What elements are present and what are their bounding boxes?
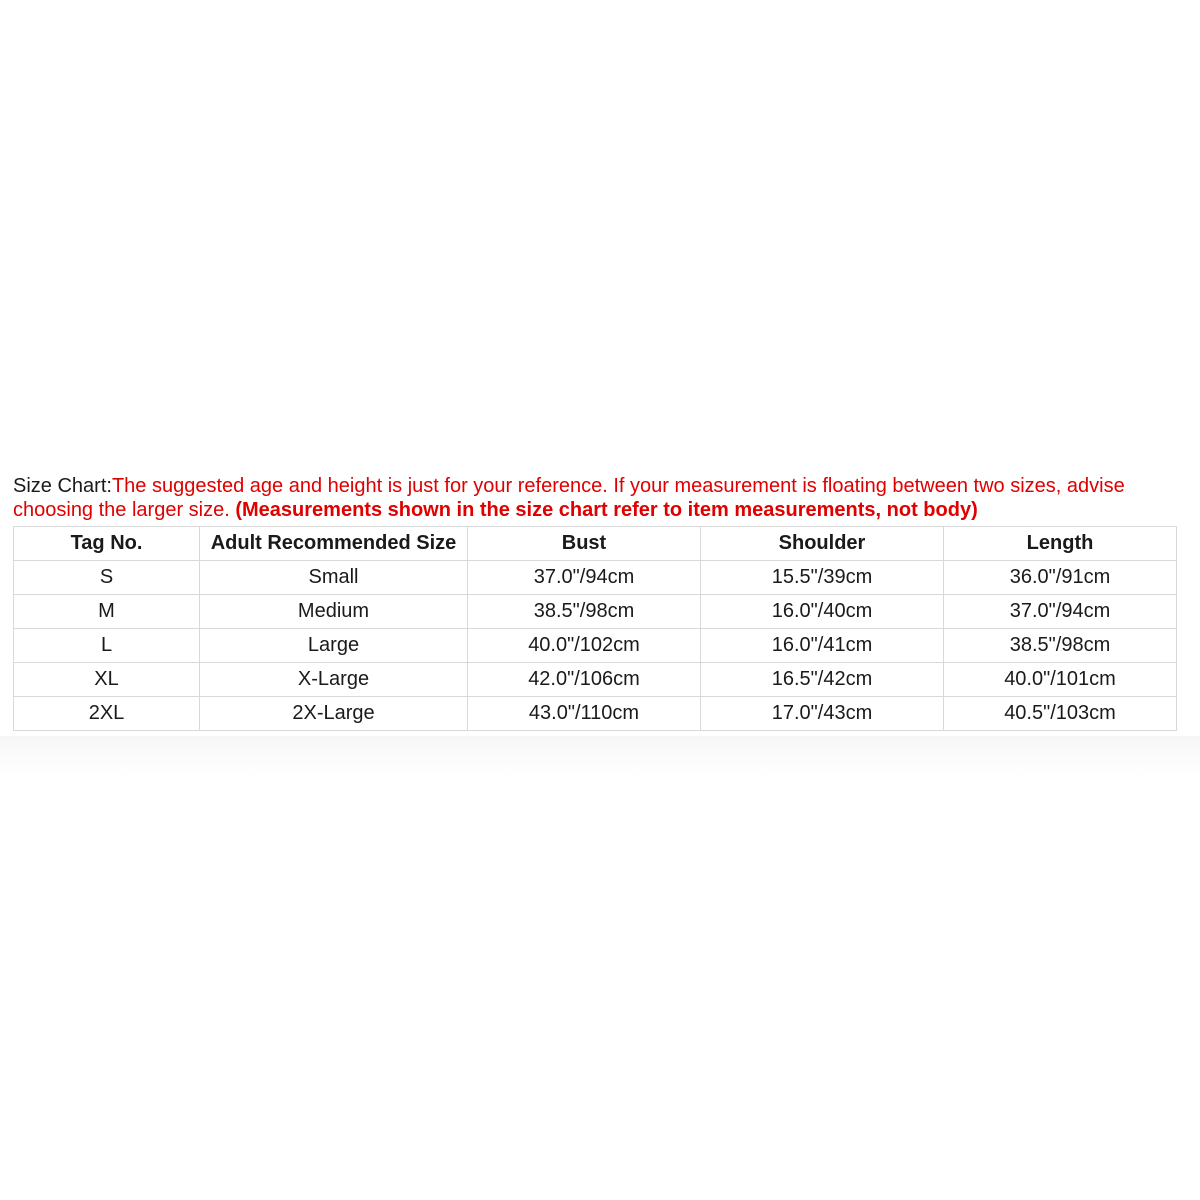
length-cell: 37.0"/94cm — [944, 595, 1177, 629]
table-row — [14, 697, 1177, 731]
table-row — [14, 629, 1177, 663]
size-chart-title: Size Chart: — [13, 475, 112, 497]
shoulder-cell: 16.0"/41cm — [701, 629, 944, 663]
shoulder-cell: 16.0"/40cm — [701, 595, 944, 629]
bust-cell: 37.0"/94cm — [468, 561, 701, 595]
tag-cell: M — [14, 595, 200, 629]
size-cell: Small — [200, 561, 468, 595]
bust-cell: 42.0"/106cm — [468, 663, 701, 697]
tag-cell: S — [14, 561, 200, 595]
length-cell: 40.0"/101cm — [944, 663, 1177, 697]
tag-cell: L — [14, 629, 200, 663]
size-chart-intro — [13, 474, 1176, 522]
table-row — [14, 663, 1177, 697]
table-header-row — [14, 527, 1177, 561]
header-bust: Bust — [468, 527, 701, 561]
bust-cell: 43.0"/110cm — [468, 697, 701, 731]
bust-cell: 38.5"/98cm — [468, 595, 701, 629]
shoulder-cell: 16.5"/42cm — [701, 663, 944, 697]
size-table — [13, 526, 1177, 731]
header-adult-size: Adult Recommended Size — [200, 527, 468, 561]
table-row — [14, 561, 1177, 595]
length-cell: 38.5"/98cm — [944, 629, 1177, 663]
length-cell: 36.0"/91cm — [944, 561, 1177, 595]
size-cell: Large — [200, 629, 468, 663]
size-chart-note: (Measurements shown in the size chart refer to item measurements, not body) — [235, 499, 978, 521]
header-length: Length — [944, 527, 1177, 561]
size-chart — [13, 474, 1176, 731]
header-tag-no: Tag No. — [14, 527, 200, 561]
tag-cell: XL — [14, 663, 200, 697]
tag-cell: 2XL — [14, 697, 200, 731]
size-chart-advice: The suggested age and height is just for your reference. If your measurement is floating between two sizes, advise choosing the larger size. — [13, 475, 1125, 521]
size-cell: Medium — [200, 595, 468, 629]
shoulder-cell: 15.5"/39cm — [701, 561, 944, 595]
size-cell: 2X-Large — [200, 697, 468, 731]
shoulder-cell: 17.0"/43cm — [701, 697, 944, 731]
size-cell: X-Large — [200, 663, 468, 697]
table-shadow — [0, 736, 1200, 776]
header-shoulder: Shoulder — [701, 527, 944, 561]
length-cell: 40.5"/103cm — [944, 697, 1177, 731]
table-row — [14, 595, 1177, 629]
bust-cell: 40.0"/102cm — [468, 629, 701, 663]
